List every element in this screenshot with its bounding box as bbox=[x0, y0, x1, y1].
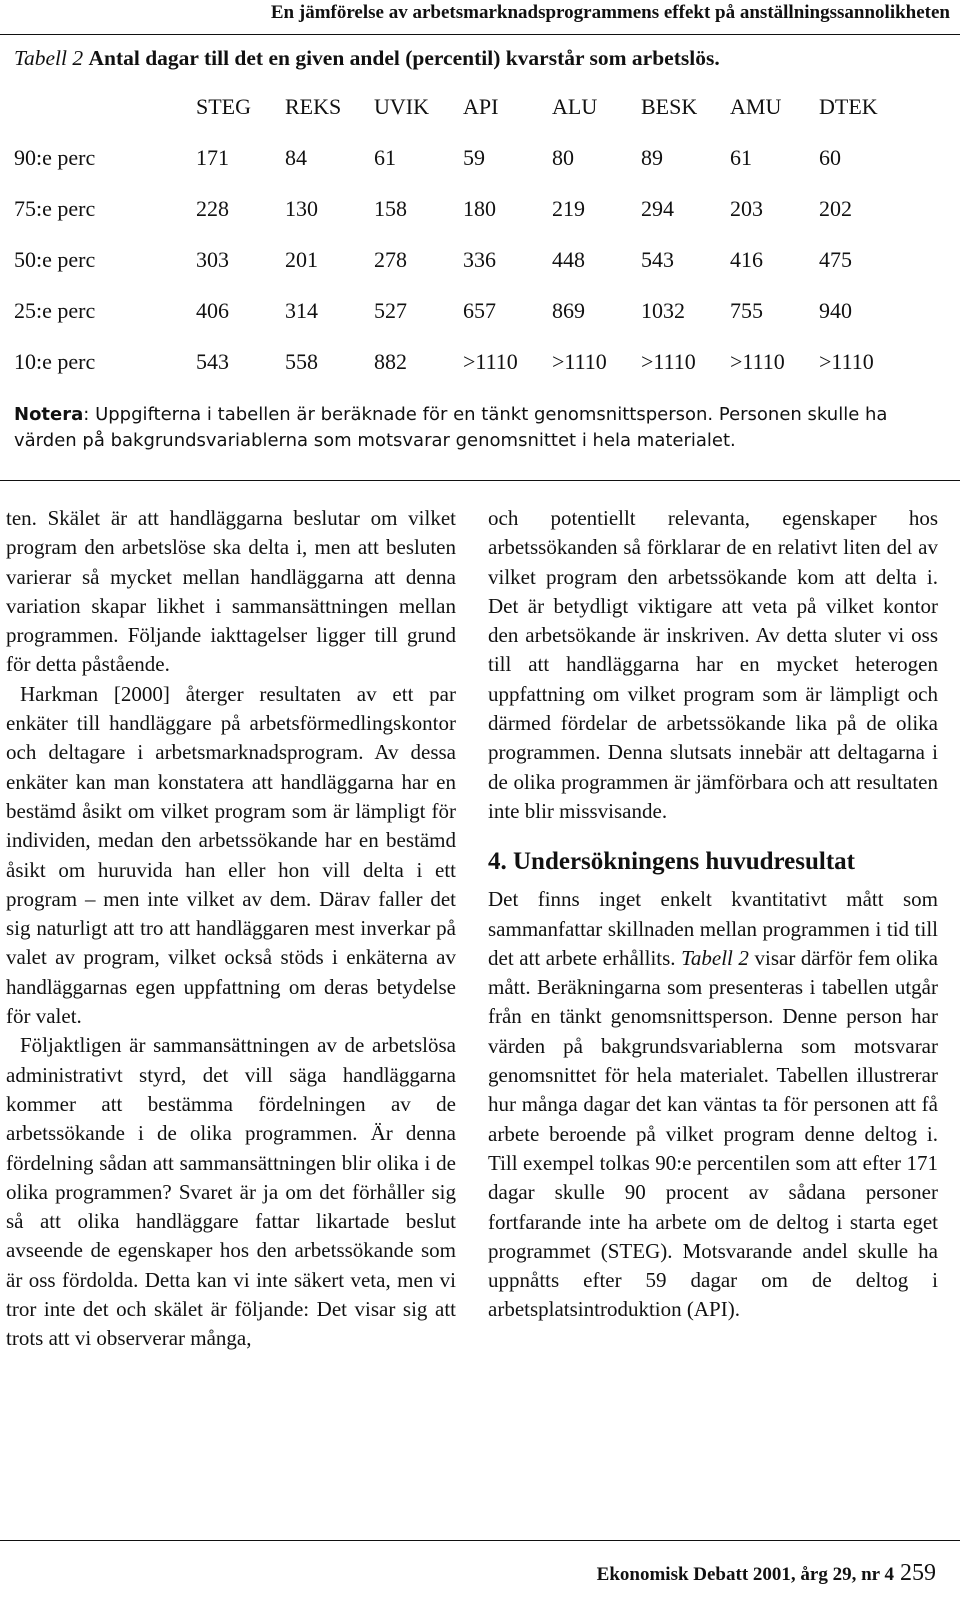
table-cell: 158 bbox=[374, 196, 407, 222]
footer-rule bbox=[0, 1540, 960, 1541]
row-label: 75:e perc bbox=[14, 196, 96, 222]
left-column bbox=[6, 504, 456, 1354]
table-note bbox=[14, 402, 949, 454]
table-cell: 314 bbox=[285, 298, 318, 324]
table-2 bbox=[14, 46, 949, 454]
body-paragraph bbox=[488, 885, 938, 1324]
header-rule bbox=[0, 34, 960, 35]
table-cell: 1032 bbox=[641, 298, 685, 324]
paragraph-text: Det finns inget enkelt kvantitativt mått som sammanfattar skillnaden mellan programmen i tid till det att arbete erhållits. bbox=[488, 887, 938, 970]
table-caption-text: Antal dagar till det en given andel (percentil) kvarstår som arbetslös. bbox=[88, 46, 720, 70]
section-heading: 4. Undersökningens huvudresultat bbox=[488, 848, 856, 876]
column-header: BESK bbox=[641, 94, 698, 120]
body-paragraph: Följaktligen är sammansättningen av de arbetslösa administrativt styrd, det vill säga handläggarna kommer att bestämma fördelningen av de arbetssökande i de olika programmen. Är denna fördelning sådan att sammansättningen blir olika i de olika programmen? Svaret är ja om det förhåller sig så att olika handläggare fattar likartade beslut avseende de egenskaper hos den arbetssökande som är oss fördolda. Detta kan vi inte säkert veta, men vi tror inte det och skälet är följande: Det visar sig att trots att vi observerar många, bbox=[6, 1033, 456, 1351]
body-paragraph: Harkman [2000] återger resultaten av ett par enkäter till handläggare på arbetsförmedlingskontor och deltagare i arbetsmarknadsprogram. Av dessa enkäter kan man konstatera att handläggarna har en bestämd åsikt om vilket program som är lämpligt för individen, medan den arbetssökande har en bestämd åsikt om huruvida han eller hon vill delta i ett program – men inte vilket av dem. Därav faller det sig naturligt att tro att handläggaren mest inverkar på valet av program, vilket också stöds i enkäterna av handläggarnas egen uppfattning om deras betydelse för valet. bbox=[6, 681, 456, 1029]
table-cell: >1110 bbox=[819, 349, 874, 375]
table-cell: 203 bbox=[730, 196, 763, 222]
table-cell: 130 bbox=[285, 196, 318, 222]
table-row bbox=[14, 235, 899, 286]
table-cell: 558 bbox=[285, 349, 318, 375]
paragraph-text: visar därför fem olika mått. Beräkningarna som presenteras i tabellen utgår från en tänkt genomsnittsperson. Denne person har värden på bakgrundsvariablerna som motsvarar genomsnittet för hela materialet. Tabellen illustrerar hur många dagar det kan väntas ta för personen att få arbete beroende på vilket program denne deltog i. Till exempel tolkas 90:e percentilen som att efter 171 dagar skulle 90 procent av sådana personer fortfarande inte ha arbete om de deltog i starta eget programmet (STEG). Motsvarande andel skulle ha uppnåtts efter 59 dagar om de deltog i arbetsplatsintroduktion (API). bbox=[488, 945, 938, 1322]
column-header: API bbox=[463, 94, 499, 120]
right-column bbox=[488, 504, 938, 1325]
table-cell: 657 bbox=[463, 298, 496, 324]
table-cell: 228 bbox=[196, 196, 229, 222]
table-caption-label: Tabell 2 bbox=[14, 46, 84, 70]
table-cell: 940 bbox=[819, 298, 852, 324]
table-cell: 59 bbox=[463, 145, 485, 171]
table-header-row bbox=[14, 82, 899, 133]
column-header: REKS bbox=[285, 94, 342, 120]
table-cell: >1110 bbox=[552, 349, 607, 375]
table-row bbox=[14, 184, 899, 235]
table-cell: 80 bbox=[552, 145, 574, 171]
table-cell: 61 bbox=[374, 145, 396, 171]
row-label: 50:e perc bbox=[14, 247, 96, 273]
row-label-header bbox=[14, 82, 196, 133]
table-row bbox=[14, 133, 899, 184]
table-caption bbox=[14, 46, 949, 72]
table-cell: 294 bbox=[641, 196, 674, 222]
table-reference: Tabell 2 bbox=[681, 945, 749, 970]
table-cell: 219 bbox=[552, 196, 585, 222]
table-cell: 336 bbox=[463, 247, 496, 273]
table-note-text: : Uppgifterna i tabellen är beräknade för en tänkt genomsnittsperson. Personen skulle ha värden på bakgrundsvariablerna som motsvarar genomsnittet i hela materialet. bbox=[14, 403, 888, 451]
row-label: 25:e perc bbox=[14, 298, 96, 324]
table-cell: 201 bbox=[285, 247, 318, 273]
table-bottom-rule bbox=[0, 480, 960, 481]
row-label: 90:e perc bbox=[14, 145, 96, 171]
table-cell: 278 bbox=[374, 247, 407, 273]
percentile-table bbox=[14, 82, 899, 388]
running-head: En jämförelse av arbetsmarknadsprogrammens effekt på anställningssannolikheten bbox=[270, 2, 950, 23]
table-cell: 543 bbox=[196, 349, 229, 375]
table-cell: 61 bbox=[730, 145, 752, 171]
table-row bbox=[14, 286, 899, 337]
table-cell: 475 bbox=[819, 247, 852, 273]
column-header: DTEK bbox=[819, 94, 878, 120]
page-footer bbox=[597, 1560, 936, 1587]
table-cell: 202 bbox=[819, 196, 852, 222]
table-cell: >1110 bbox=[641, 349, 696, 375]
table-note-label: Notera bbox=[14, 403, 84, 425]
column-header: UVIK bbox=[374, 94, 429, 120]
table-cell: 180 bbox=[463, 196, 496, 222]
table-cell: 448 bbox=[552, 247, 585, 273]
table-cell: 303 bbox=[196, 247, 229, 273]
journal-citation: Ekonomisk Debatt 2001, årg 29, nr 4 bbox=[596, 1564, 894, 1585]
table-cell: 416 bbox=[730, 247, 763, 273]
body-paragraph: ten. Skälet är att handläggarna beslutar om vilket program den arbetslöse ska delta i, men att besluten varierar så mycket mellan handläggarna att denna variation skapar likhet i sammansättningen mellan programmen. Följande iakttagelser ligger till grund för detta påstående. bbox=[6, 506, 456, 677]
table-cell: 89 bbox=[641, 145, 663, 171]
column-header: AMU bbox=[730, 94, 782, 120]
column-header: STEG bbox=[196, 94, 251, 120]
table-cell: 60 bbox=[819, 145, 841, 171]
table-row bbox=[14, 337, 899, 388]
table-cell: 406 bbox=[196, 298, 229, 324]
table-cell: >1110 bbox=[463, 349, 518, 375]
page-number: 259 bbox=[900, 1560, 936, 1586]
table-cell: 882 bbox=[374, 349, 407, 375]
body-paragraph: och potentiellt relevanta, egenskaper hos arbetssökanden så förklarar de en relativt liten del av vilket program den arbetssökande kom att delta i. Det är betydligt viktigare att veta på vilket kontor den arbetsökande är inskriven. Av detta sluter vi oss till att handläggarna har en mycket heterogen uppfattning om vilket program som är lämpligt och därmed fördelar de arbetssökande lika på de olika programmen. Denna slutsats innebär att deltagarna i de olika programmen är jämförbara och att resultaten inte blir missvisande. bbox=[488, 506, 938, 823]
table-cell: 171 bbox=[196, 145, 229, 171]
table-cell: 869 bbox=[552, 298, 585, 324]
row-label: 10:e perc bbox=[14, 349, 96, 375]
table-cell: 543 bbox=[641, 247, 674, 273]
table-cell: >1110 bbox=[730, 349, 785, 375]
table-cell: 527 bbox=[374, 298, 407, 324]
table-cell: 84 bbox=[285, 145, 307, 171]
column-header: ALU bbox=[552, 94, 598, 120]
table-cell: 755 bbox=[730, 298, 763, 324]
